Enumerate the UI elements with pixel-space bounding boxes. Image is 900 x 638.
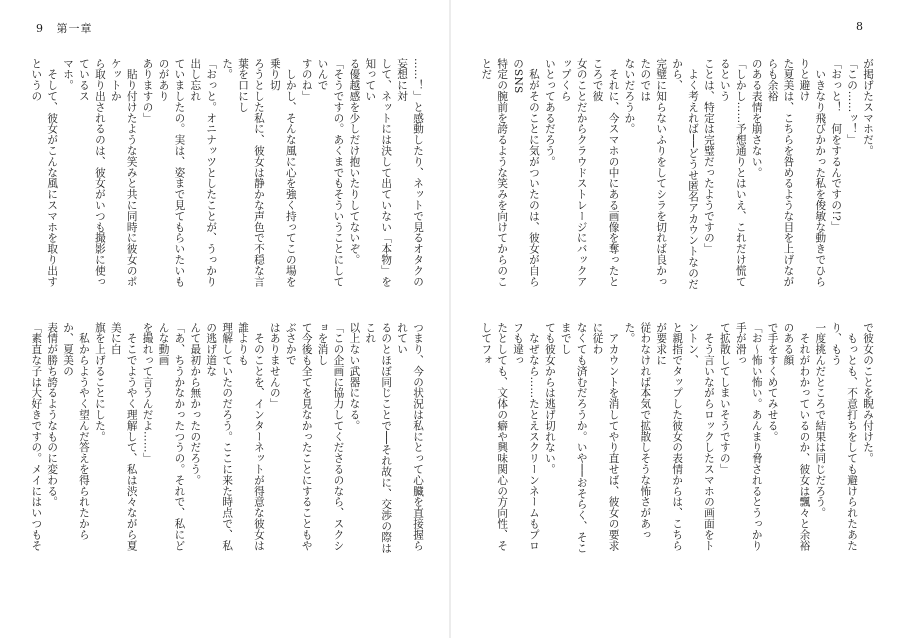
text-line: 表情が勝ち誇るようなものに変わる。 <box>46 322 59 508</box>
text-line: 「おっと。オニナッツとしたことが、うっかり出し忘れ <box>189 58 218 287</box>
text-line: マホ。 <box>62 58 75 91</box>
right-page <box>450 0 900 638</box>
text-line: いとってあるだろう。 <box>543 58 556 167</box>
text-line: で彼女のことを睨み付けた。 <box>862 322 874 464</box>
text-line: 一度挑んだところで結果は同じだろう。 <box>814 322 827 519</box>
text-line: それに、今スマホの中にある画像を奪ったところで彼 <box>591 58 620 287</box>
text-line: そう言いながらロックしたスマホの画面をトントン、 <box>687 322 715 551</box>
text-line: ……！」と感動したり、ネットで見るオタクの妄想に対 <box>396 58 424 287</box>
text-line: 「そうですの。あくまでもそういうことにしていんで <box>316 58 345 287</box>
text-line: なぜなら……たとえスクリーンネームもプロフも違っ <box>512 322 540 551</box>
text-line: 完璧に知らないふりをしてシラを切れば良かったのでは <box>639 58 668 287</box>
left-lower-column <box>30 322 425 554</box>
left-page-number: 9 <box>36 22 44 35</box>
text-line: たとしても、文体の癖や興味関心の方向性、そしてフォ <box>480 322 509 551</box>
text-line: が掲げたスマホだ。 <box>862 58 874 157</box>
text-line: ろうとした私に、彼女は静かな声色で不穏な言葉を口にし <box>237 58 265 287</box>
text-line: んて最初から無かったのだろう。 <box>189 322 202 486</box>
chapter-title: 第一章 <box>56 22 93 35</box>
text-line: いきなり飛びかかった私を俊敏な動きでひらりと避け <box>798 58 827 287</box>
text-line: 「この……ッ！」 <box>846 58 859 146</box>
text-line: それがわかっているのか、彼女は飄々と余裕のある顔 <box>782 322 811 551</box>
text-line: しかし、そんな風に心を強く持ってこの場を乗り切 <box>268 58 297 287</box>
text-line: 貼り付けたような笑みと共に同時に彼女のポケットか <box>109 58 138 287</box>
text-line: そこでようやく理解して、私は渋々ながら夏美に白 <box>109 322 138 551</box>
text-line: もっとも、不意打ちをしても避けられたあたり、もう <box>830 322 859 551</box>
text-line: を撮れって言うんだよ……」 <box>141 322 154 464</box>
text-line: ていましたの。実は、姿まで見てもらいたいものがあり <box>157 58 186 287</box>
text-line: ないだろうか。 <box>623 58 636 135</box>
text-line: はありませんの」 <box>268 322 281 410</box>
text-line: アカウントを消してやり直せば、彼女の要求に従わ <box>591 322 620 551</box>
text-line: 特定の腕前を誇るような笑みを向けてからのことだ <box>480 58 509 287</box>
text-line: ら取り出されるのは、彼女がいつも撮影に使っているス <box>77 58 106 287</box>
text-line: して、ネットには決して出ていない「本物」を知ってい <box>364 58 393 287</box>
text-line: ても彼女からは逃げ切れない。 <box>543 322 556 475</box>
text-line: 「しかし……予想通りとはいえ、これだけ慌てるという <box>718 58 747 287</box>
text-line: なくても済むだろうか。いや──おそらく、そこまでし <box>559 322 588 554</box>
text-line: 理解していたのだろう。ここに来た時点で、私の逃げ道な <box>205 322 234 551</box>
text-line: 「おっと！ 何をするんですの!?」 <box>830 58 843 233</box>
text-line: と親指でタップした彼女の表情からは、こちらが要求に <box>655 322 684 551</box>
text-line: 「あ、ちうかなかったつうの。それで、私にどんな動画 <box>157 322 186 551</box>
text-line: るのとほぼ同じことで──それ故に、交渉の際はこれ <box>364 322 393 554</box>
left-upper-column <box>30 58 425 290</box>
text-line: のある表情を崩さない。 <box>750 58 763 178</box>
text-line: すのね」 <box>300 58 313 102</box>
text-line: て拡散してしまいそうですの」 <box>718 322 731 475</box>
text-line: 女のことだからクラウドストレージにバックアップくら <box>559 58 588 287</box>
text-line: た夏美は、こちらを咎めるような目を上げながらも余裕 <box>766 58 795 287</box>
text-line: そのことを、インターネットが得意な彼女は誰よりも <box>237 322 265 551</box>
text-line: で手をすくめてみせる。 <box>766 322 779 442</box>
text-line: ことは、特定は完璧だったようですの」 <box>702 58 715 255</box>
right-lower-column <box>480 322 875 554</box>
text-line: る優越感を少しだけ抱いたりしてないぞ。 <box>348 58 361 266</box>
text-line: ありますの」 <box>141 58 154 124</box>
text-line: 私からようやく望んだ答えを得られたからか、夏美の <box>62 322 90 540</box>
text-line: 従わなければ本気で拡散しそうな怖さがあった。 <box>623 322 652 540</box>
text-line: 以上ない武器になる。 <box>348 322 361 431</box>
left-running-head <box>36 20 93 36</box>
text-line: 「この企画に協力してくださるのなら、スクショを消し <box>316 322 345 551</box>
text-line: 「お～怖い怖い。あんまり脅されるとうっかり手が滑っ <box>734 322 763 551</box>
text-line: よく考えれば──どうせ匿名アカウントなのだから、 <box>671 58 700 290</box>
text-line: 旗を上げることにした。 <box>93 322 106 442</box>
text-line: つまり、今の状況は私にとって心臓を直接握られてい <box>396 322 424 551</box>
text-line: た。 <box>221 58 234 80</box>
right-page-number: 8 <box>856 20 864 33</box>
text-line: そして、彼女がこんな風にスマホを取り出すというの <box>30 58 59 287</box>
right-running-head <box>856 20 864 33</box>
right-upper-column <box>480 58 875 290</box>
text-line: て今後も全てを見なかったことにすることもやぶさかで <box>284 322 313 551</box>
text-line: 「素直な子は大好きですの。メイにはいつもそ <box>30 322 43 551</box>
text-line: 私がそのことに気がついたのは、彼女が自らのSNS <box>512 58 540 287</box>
